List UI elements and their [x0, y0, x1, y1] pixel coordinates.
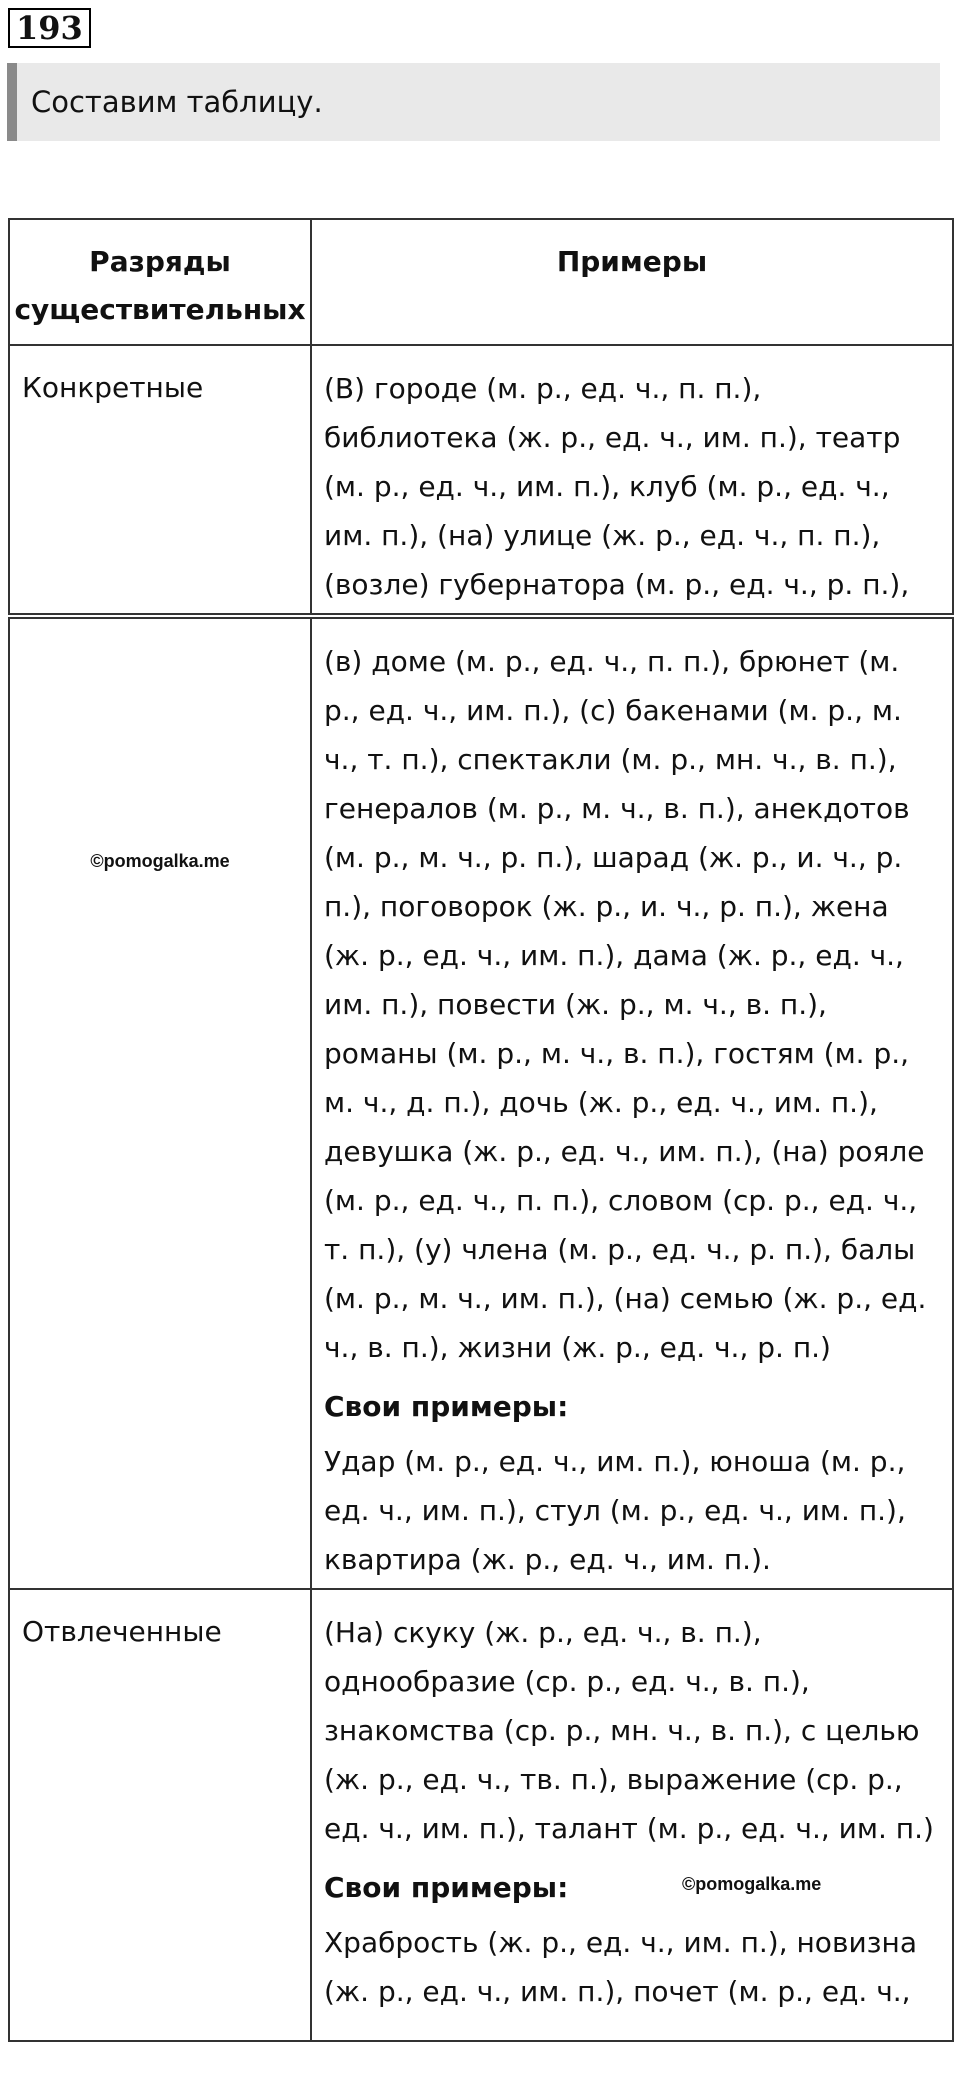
table-row: [9, 616, 953, 1589]
header-categories: Разряды существительных: [9, 219, 311, 345]
intro-text: Составим таблицу.: [7, 63, 940, 141]
own-examples-text: Храбрость (ж. р., ед. ч., им. п.), новизна (ж. р., ед. ч., им. п.), почет (м. р., ед. ч.,: [324, 1926, 917, 2008]
own-examples-label: Свои примеры:: [324, 1390, 569, 1423]
examples-cell: [311, 616, 953, 1589]
own-examples-label: Свои примеры:: [324, 1871, 569, 1904]
watermark: ©pomogalka.me: [90, 851, 230, 871]
own-examples-text: Удар (м. р., ед. ч., им. п.), юноша (м. р., ед. ч., им. п.), стул (м. р., ед. ч., им. п.), квартира (ж. р., ед. ч., им. п.).: [324, 1445, 906, 1576]
examples-text: (В) городе (м. р., ед. ч., п. п.), библиотека (ж. р., ед. ч., им. п.), театр (м. р., ед. ч., им. п.), клуб (м. р., ед. ч., им. п.), (на) улице (ж. р., ед. ч., п. п.), (возле) губернатора (м. р., ед. ч., р. п.),: [324, 372, 910, 601]
table-row: [9, 1589, 953, 2041]
category-cell: [9, 616, 311, 1589]
category-cell: Отвлеченные: [9, 1589, 311, 2041]
category-cell: Конкретные: [9, 345, 311, 616]
examples-text: (в) доме (м. р., ед. ч., п. п.), брюнет (м. р., ед. ч., им. п.), (с) бакенами (м. р., м. ч., т. п.), спектакли (м. р., мн. ч., в. п.), генералов (м. р., м. ч., в. п.), анекдотов (м. р., м. ч., р. п.), шарад (ж. р., и. ч., р. п.), поговорок (ж. р., и. ч., р. п.), жена (ж. р., ед. ч., им. п.), дама (ж. р., ед. ч., им. п.), повести (ж. р., м. ч., в. п.), романы (м. р., м. ч., в. п.), гостям (м. р., м. ч., д. п.), дочь (ж. р., ед. ч., им. п.), девушка (ж. р., ед. ч., им. п.), (на) рояле (м. р., ед. ч., п. п.), словом (ср. р., ед. ч., т. п.), (у) члена (м. р., ед. ч., р. п.), балы (м. р., м. ч., им. п.), (на) семью (ж. р., ед. ч., в. п.), жизни (ж. р., ед. ч., р. п.): [324, 645, 927, 1364]
examples-text: (На) скуку (ж. р., ед. ч., в. п.), однообразие (ср. р., ед. ч., в. п.), знакомства (ср. р., мн. ч., в. п.), с целью (ж. р., ед. ч., тв. п.), выражение (ср. р., ед. ч., им. п.), талант (м. р., ед. ч., им. п.): [324, 1616, 934, 1845]
examples-cell: [311, 345, 953, 616]
examples-cell: [311, 1589, 953, 2041]
watermark: ©pomogalka.me: [682, 1874, 822, 1894]
exercise-number: 193: [8, 8, 91, 48]
table-header-row: [9, 219, 953, 345]
table-row: [9, 345, 953, 616]
header-examples: Примеры: [311, 219, 953, 345]
noun-categories-table: [8, 218, 954, 2042]
